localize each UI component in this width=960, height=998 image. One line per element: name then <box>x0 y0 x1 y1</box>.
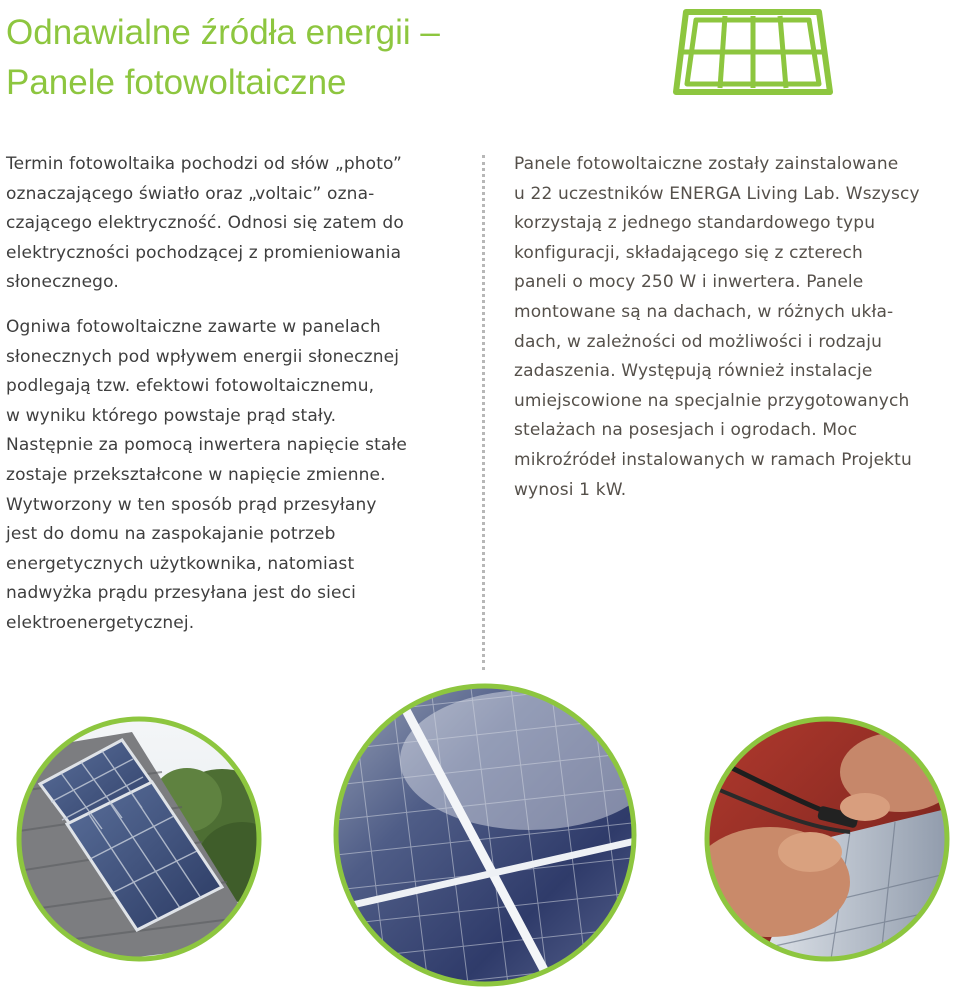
text-line: paneli o mocy 250 W i inwertera. Panele <box>514 272 864 293</box>
text-line: mikroźródeł instalowanych w ramach Projektu <box>514 449 912 470</box>
intro-paragraph <box>6 150 468 298</box>
text-line: jest do domu na zaspokajanie potrzeb <box>6 524 336 545</box>
text-line: w wyniku którego powstaje prąd stały. <box>6 405 337 426</box>
solar-panel-closeup-photo <box>330 680 640 990</box>
title-line-2: Panele fotowoltaiczne <box>6 63 347 102</box>
rooftop-panels-photo <box>12 712 266 966</box>
text-line: czającego elektryczność. Odnosi się zatem do <box>6 213 404 234</box>
text-line: słonecznego. <box>6 272 119 293</box>
text-line: zadaszenia. Występują również instalacje <box>514 361 873 382</box>
text-line: Następnie za pomocą inwertera napięcie stałe <box>6 435 408 456</box>
text-line: zostaje przekształcone w napięcie zmienne. <box>6 464 386 485</box>
text-line: elektryczności pochodzącej z promieniowania <box>6 242 402 263</box>
text-line: montowane są na dachach, w różnych ukła- <box>514 301 894 322</box>
right-column <box>514 150 960 505</box>
installation-paragraph <box>514 150 960 505</box>
text-line: stelażach na posesjach i ogrodach. Moc <box>514 420 858 441</box>
text-line: Termin fotowoltaika pochodzi od słów „photo” <box>6 154 402 174</box>
left-column <box>6 150 468 639</box>
text-line: u 22 uczestników ENERGA Living Lab. Wszyscy <box>514 183 920 204</box>
text-line: nadwyżka prądu przesyłana jest do sieci <box>6 583 356 604</box>
page-title <box>6 8 440 108</box>
text-line: Ogniwa fotowoltaiczne zawarte w panelach <box>6 316 381 337</box>
text-line: słonecznych pod wpływem energii słonecznej <box>6 346 400 367</box>
text-line: dach, w zależności od możliwości i rodzaju <box>514 331 883 352</box>
text-line: Panele fotowoltaiczne zostały zainstalowane <box>514 154 899 174</box>
text-line: umiejscowione na specjalnie przygotowanych <box>514 390 910 411</box>
solar-panel-icon <box>672 6 834 98</box>
text-line: podlegają tzw. efektowi fotowoltaicznemu, <box>6 376 375 397</box>
installation-hands-photo <box>700 712 954 966</box>
title-line-1: Odnawialne źródła energii – <box>6 13 440 52</box>
text-line: konfiguracji, składającego się z czterech <box>514 242 863 263</box>
column-divider <box>482 155 485 670</box>
text-line: elektroenergetycznej. <box>6 612 195 633</box>
text-line: Wytworzony w ten sposób prąd przesyłany <box>6 494 377 515</box>
text-line: wynosi 1 kW. <box>514 479 627 500</box>
photovoltaic-paragraph <box>6 313 468 639</box>
text-line: energetycznych użytkownika, natomiast <box>6 553 355 574</box>
text-line: oznaczającego światło oraz „voltaic” ozna- <box>6 183 375 204</box>
text-line: korzystają z jednego standardowego typu <box>514 213 876 234</box>
